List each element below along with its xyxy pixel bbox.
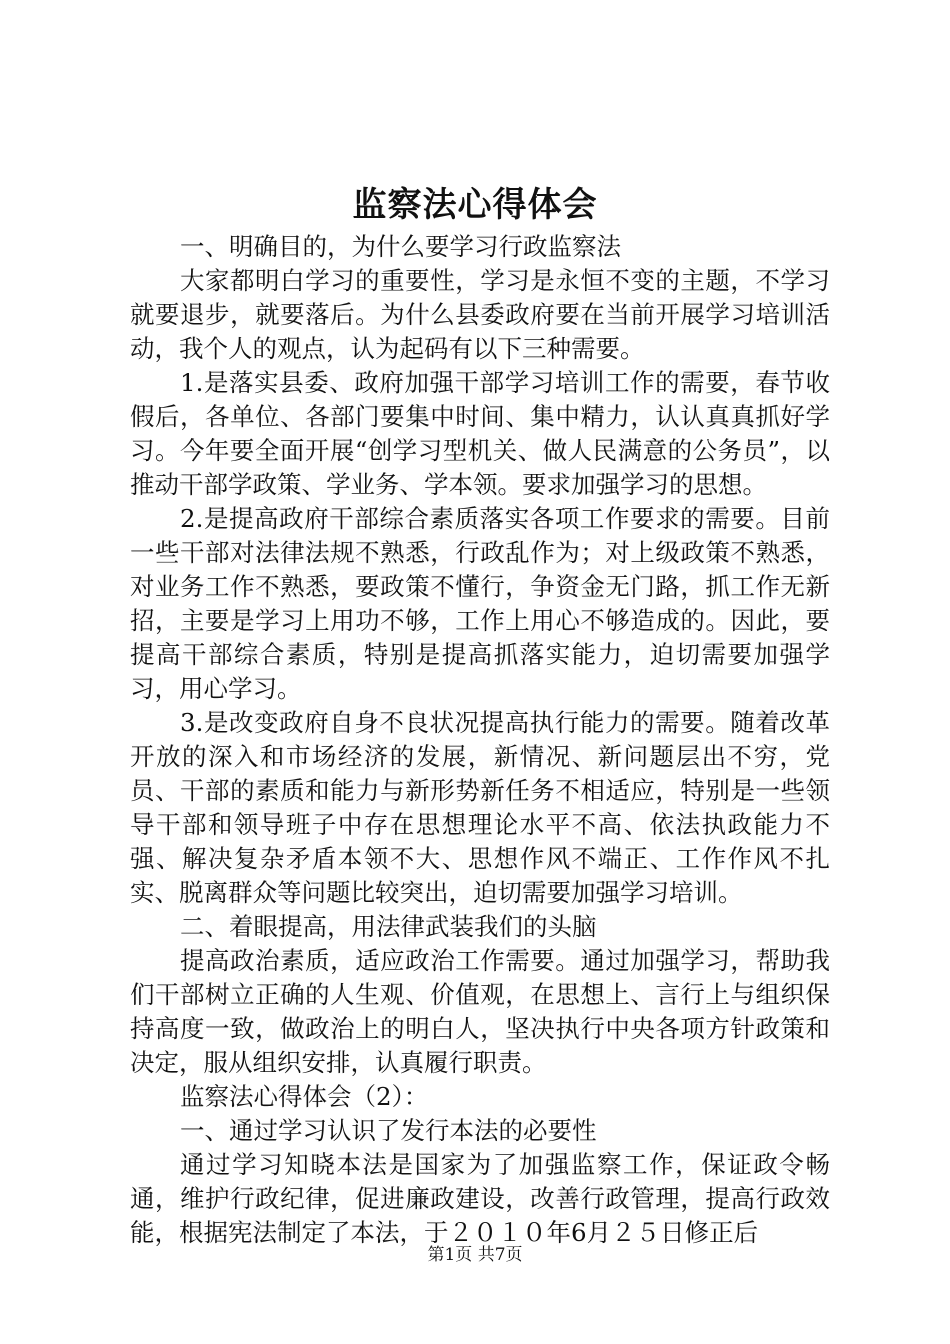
subtitle: 监察法心得体会（2）： — [180, 1082, 429, 1111]
paragraph: 2.是提高政府干部综合素质落实各项工作要求的需要。目前一些干部对法律法规不熟悉，行政乱作为；对上级政策不熟悉，对业务工作不熟悉，要政策不懂行，争资金无门路，抓工作无新招，主要是学习上用功不够，工作上用心不够造成的。因此，要提高干部综合素质，特别是提高抓落实能力，迫切需要加强学习，用心学习。 — [130, 504, 830, 703]
paragraph: 1.是落实县委、政府加强干部学习培训工作的需要，春节收假后，各单位、各部门要集中时间、集中精力，认认真真抓好学习。今年要全面开展“创学习型机关、做人民满意的公务员”，以推动干部学政策、学业务、学本领。要求加强学习的思想。 — [130, 368, 830, 499]
document-title: 监察法心得体会 — [352, 185, 598, 225]
paragraph: 提高政治素质，适应政治工作需要。通过加强学习，帮助我们干部树立正确的人生观、价值观，在思想上、言行上与组织保持高度一致，做政治上的明白人，坚决执行中央各项方针政策和决定，服从组织安排，认真履行职责。 — [130, 946, 830, 1077]
paragraph: 3.是改变政府自身不良状况提高执行能力的需要。随着改革开放的深入和市场经济的发展，新情况、新问题层出不穷，党员、干部的素质和能力与新形势新任务不相适应，特别是一些领导干部和领导班子中存在思想理论水平不高、依法执政能力不强、解决复杂矛盾本领不大、思想作风不端正、工作作风不扎实、脱离群众等问题比较突出，迫切需要加强学习培训。 — [130, 708, 830, 907]
section-heading: 二、着眼提高，用法律武装我们的头脑 — [180, 912, 597, 941]
paragraph: 大家都明白学习的重要性，学习是永恒不变的主题，不学习就要退步，就要落后。为什么县委政府要在当前开展学习培训活动，我个人的观点，认为起码有以下三种需要。 — [130, 266, 830, 363]
document-body — [130, 230, 830, 1250]
page-number: 第1页 共7页 — [427, 1245, 523, 1265]
section-heading: 一、明确目的，为什么要学习行政监察法 — [180, 232, 621, 261]
section-heading: 一、通过学习认识了发行本法的必要性 — [180, 1116, 597, 1145]
paragraph: 通过学习知晓本法是国家为了加强监察工作，保证政令畅通，维护行政纪律，促进廉政建设，改善行政管理，提高行政效能，根据宪法制定了本法，于２０１０年6月２５日修正后 — [130, 1150, 830, 1247]
